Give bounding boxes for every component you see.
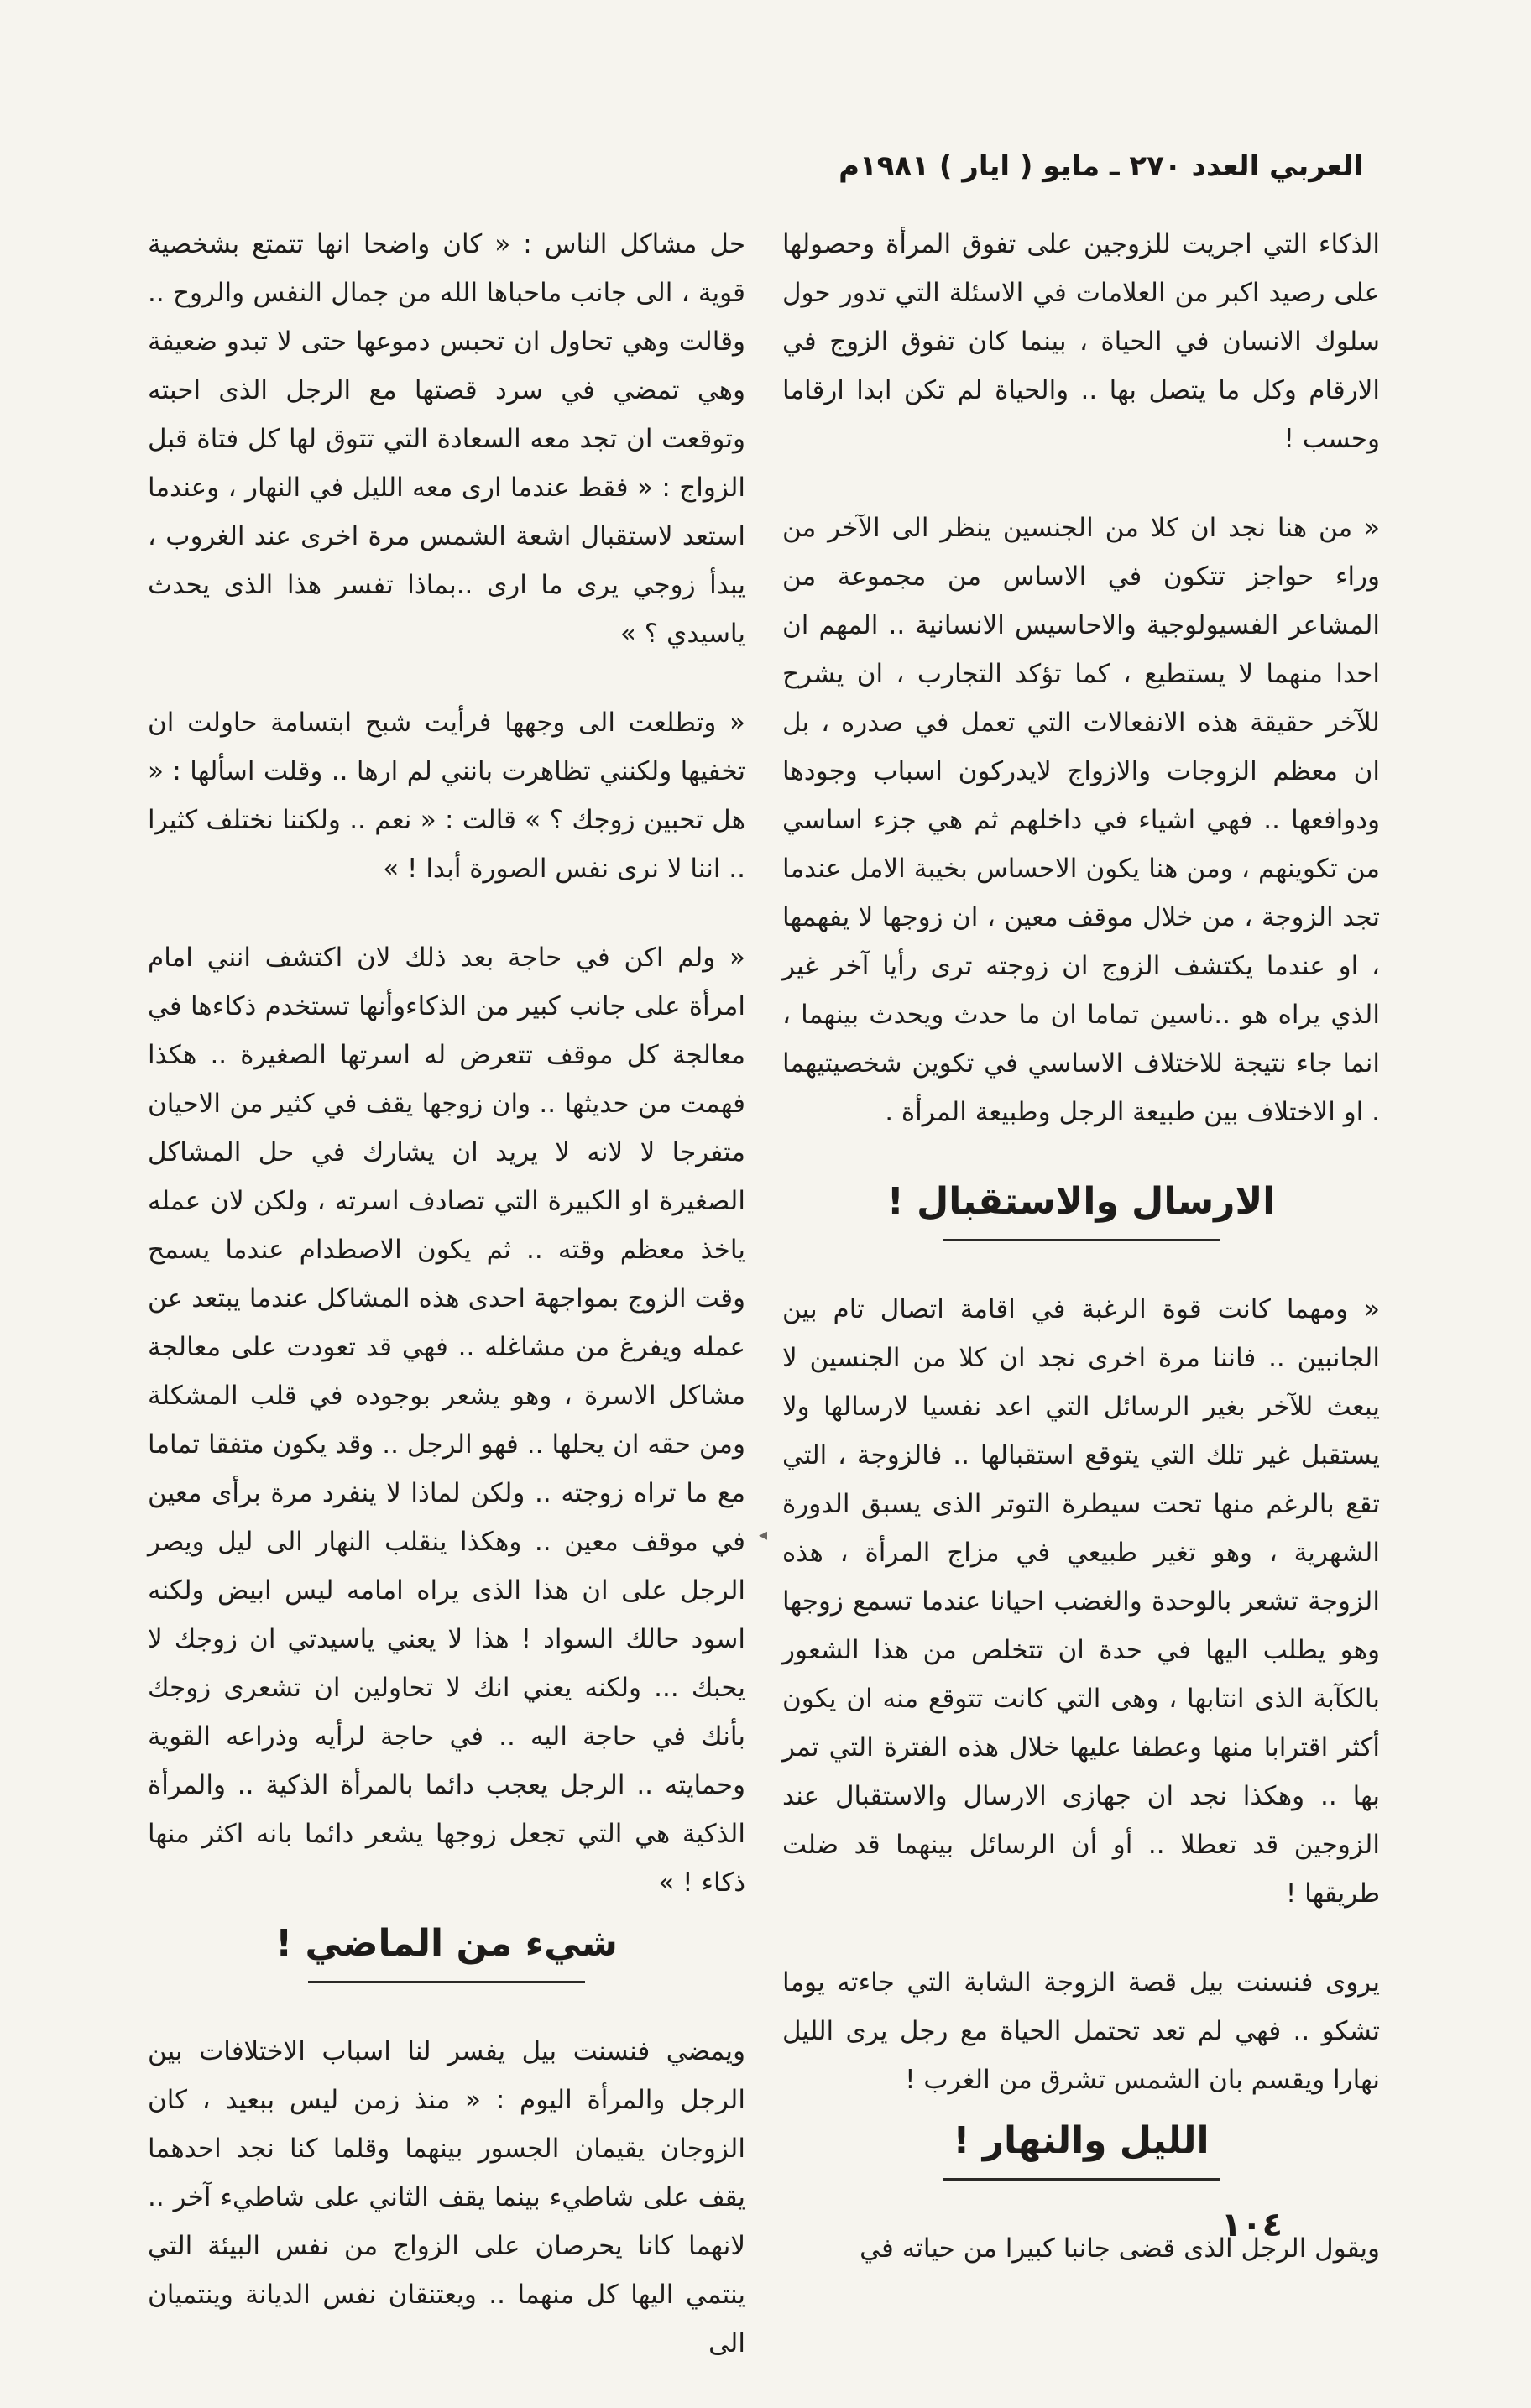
heading-underline [943,1239,1220,1241]
left-paragraph-4: ويمضي فنسنت بيل يفسر لنا اسباب الاختلافات بين الرجل والمرأة اليوم : « منذ زمن ليس ببعيد ، كان الزوجان يقيمان الجسور بينهما وقلما كنا نجد احدهما يقف على شاطيء بينما يقف الثاني على شاطيء آخر .. لانهما كانا يحرصان على الزواج من نفس البيئة التي ينتمي اليها كل منهما .. ويعتنقان نفس الديانة وينتميان الى [148,2036,745,2358]
running-header: العربي العدد ٢٧٠ ـ مايو ( ايار ) ١٩٨١م [839,149,1363,183]
section-heading-transmission: الارسال والاستقبال ! [886,1180,1276,1223]
section-heading-past: شيء من الماضي ! [275,1922,618,1965]
left-paragraph-2: « وتطلعت الى وجهها فرأيت شبح ابتسامة حاولت ان تخفيها ولكنني تظاهرت بانني لم ارها .. وقلت اسألها : « هل تحبين زوجك ؟ » قالت : « نعم .. ولكننا نختلف كثيرا .. اننا لا نرى نفس الصورة أبدا ! » [148,708,745,884]
right-paragraph-4: يروى فنسنت بيل قصة الزوجة الشابة التي جاءته يوما تشكو .. فهي لم تعد تحتمل الحياة مع رجل يرى الليل نهارا ويقسم بان الشمس تشرق من الغرب ! [782,1967,1380,2095]
right-paragraph-1: الذكاء التي اجريت للزوجين على تفوق المرأة وحصولها على رصيد اكبر من العلامات في الاسئلة التي تدور حول سلوك الانسان في الحياة ، بينما كان تفوق الزوج في الارقام وكل ما يتصل بها .. والحياة لم تكن ابدا ارقاما وحسب ! [782,229,1380,454]
left-paragraph-3: « ولم اكن في حاجة بعد ذلك لان اكتشف انني امام امرأة على جانب كبير من الذكاءوأنها تستخدم ذكاءها في معالجة كل موقف تتعرض له اسرتها الصغيرة .. هكذا فهمت من حديثها .. وان زوجها يقف في كثير من الاحيان متفرجا لا لانه لا يريد ان يشارك في حل المشاكل الصغيرة او الكبيرة التي تصادف اسرته ، ولكن لان عمله ياخذ معظم وقته .. ثم يكون الاصطدام عندما يسمح وقت الزوج بمواجهة احدى هذه المشاكل عندما يبتعد عن عمله ويفرغ من مشاغله .. فهي قد تعودت على معالجة مشاكل الاسرة ، وهو يشعر بوجوده في قلب المشكلة ومن حقه ان يحلها .. فهو الرجل .. وقد يكون متفقا تماما مع ما تراه زوجته .. ولكن لماذا لا ينفرد مرة برأى معين في موقف معين .. وهكذا ينقلب النهار الى ليل ويصر الرجل على ان هذا الذى يراه امامه ليس ابيض ولكنه اسود حالك السواد ! هذا لا يعني ياسيدتي ان زوجك لا يحبك ... ولكنه يعني انك لا تحاولين ان تشعرى زوجك بأنك في حاجة اليه .. في حاجة لرأيه وذراعه القوية وحمايته .. الرجل يعجب دائما بالمرأة الذكية .. والمرأة الذكية هي التي تجعل زوجها يشعر دائما بانه اكثر منها ذكاء ! » [148,943,745,1898]
section-heading-night-day: الليل والنهار ! [953,2119,1210,2162]
page-number: ١٠٤ [1220,2206,1283,2244]
left-column [148,220,745,2408]
heading-underline [308,1981,585,1983]
heading-underline [943,2178,1220,2181]
right-column [782,220,1380,2313]
right-paragraph-5: ويقول الرجل الذى قضى جانبا كبيرا من حياته في [860,2233,1380,2264]
right-paragraph-2: « من هنا نجد ان كلا من الجنسين ينظر الى الآخر من وراء حواجز تتكون في الاساس من مجموعة من المشاعر الفسيولوجية والاحاسيس الانسانية .. المهم ان احدا منهما لا يستطيع ، كما تؤكد التجارب ، ان يشرح للآخر حقيقة هذه الانفعالات التي تعمل في صدره ، بل ان معظم الزوجات والازواج لايدركون اسباب وجودها ودوافعها .. فهي اشياء في داخلهم ثم هي جزء اساسي من تكوينهم ، ومن هنا يكون الاحساس بخيبة الامل عندما تجد الزوجة ، من خلال موقف معين ، ان زوجها لا يفهمها ، او عندما يكتشف الزوج ان زوجته ترى رأيا آخر غير الذي يراه هو ..ناسين تماما ان ما حدث ويحدث بينهما ، انما جاء نتيجة للاختلاف الاساسي في تكوين شخصيتيهما . او الاختلاف بين طبيعة الرجل وطبيعة المرأة . [782,513,1380,1127]
right-paragraph-3: « ومهما كانت قوة الرغبة في اقامة اتصال تام بين الجانبين .. فاننا مرة اخرى نجد ان كلا من الجنسين لا يبعث للآخر بغير الرسائل التي اعد نفسيا لارسالها ولا يستقبل غير تلك التي يتوقع استقبالها .. فالزوجة ، التي تقع بالرغم منها تحت سيطرة التوتر الذى يسبق الدورة الشهرية ، وهو تغير طبيعي في مزاج المرأة ، هذه الزوجة تشعر بالوحدة والغضب احيانا عندما تسمع زوجها وهو يطلب اليها في حدة ان تتخلص من هذا الشعور بالكآبة الذى انتابها ، وهى التي كانت تتوقع منه ان يكون أكثر اقترابا منها وعطفا عليها خلال هذه الفترة التي تمر بها .. وهكذا نجد ان جهازى الارسال والاستقبال عند الزوجين قد تعطلا .. أو أن الرسائل بينهما قد ضلت طريقها ! [782,1294,1380,1909]
left-paragraph-1: حل مشاكل الناس : « كان واضحا انها تتمتع بشخصية قوية ، الى جانب ماحباها الله من جمال النفس والروح .. وقالت وهي تحاول ان تحبس دموعها حتى لا تبدو ضعيفة وهي تمضي في سرد قصتها مع الرجل الذى احبته وتوقعت ان تجد معه السعادة التي تتوق لها كل فتاة قبل الزواج : « فقط عندما ارى معه الليل في النهار ، وعندما استعد لاستقبال اشعة الشمس مرة اخرى عند الغروب ، يبدأ زوجي يرى ما ارى ..بماذا تفسر هذا الذى يحدث ياسيدي ؟ » [148,229,745,649]
binding-tab-icon: ◂ [758,1524,767,1544]
